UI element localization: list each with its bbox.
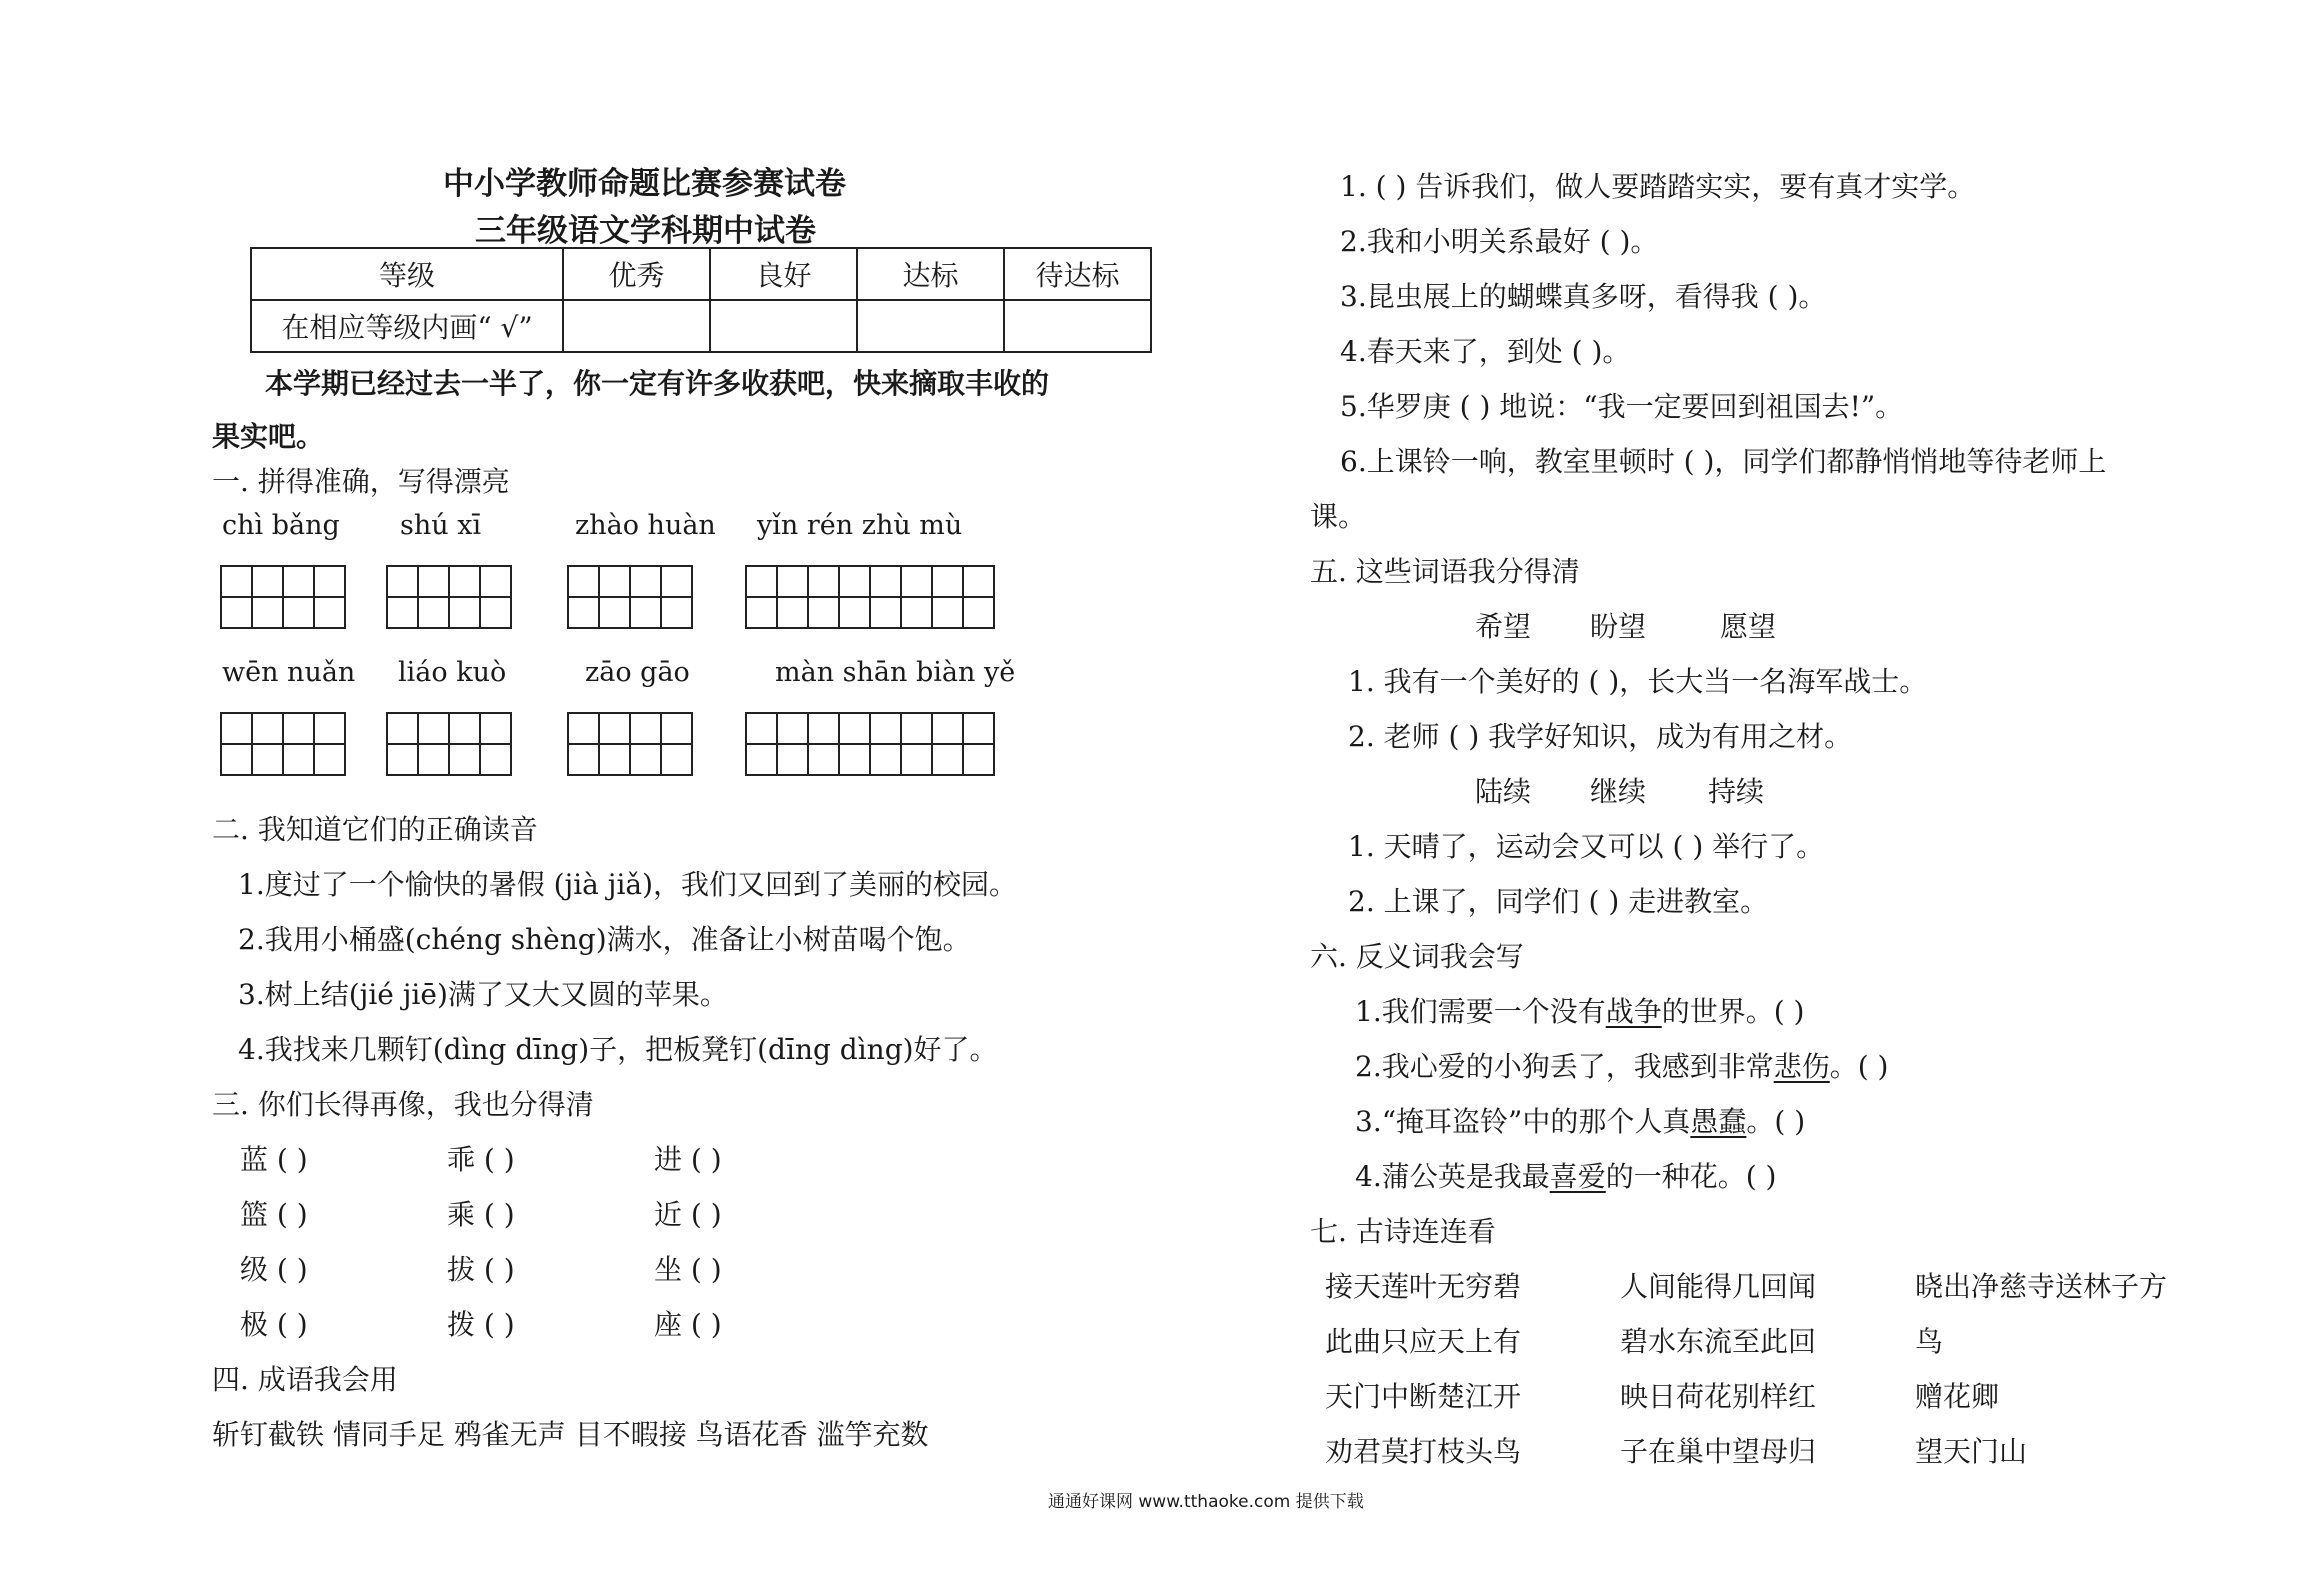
word-choice: 陆续 (1475, 775, 1532, 808)
idiom-item-continuation: 课。 (1310, 500, 1367, 533)
writing-grid[interactable] (745, 712, 995, 776)
grade-row-label: 在相应等级内画“ √” (251, 300, 563, 352)
writing-grid[interactable] (745, 565, 995, 629)
antonym-item-text: 3.“掩耳盗铃”中的那个人真 (1355, 1105, 1691, 1138)
poem-line: 子在巢中望母归 (1620, 1435, 1817, 1468)
antonym-target-word: 悲伤 (1773, 1050, 1830, 1083)
char-pair-item: 拨 ( ) (447, 1308, 515, 1341)
exam-subtitle: 三年级语文学科期中试卷 (475, 213, 816, 249)
writing-grid[interactable] (567, 712, 693, 776)
poem-line: 天门中断楚江开 (1325, 1380, 1522, 1413)
section5-heading: 五. 这些词语我分得清 (1310, 555, 1580, 588)
pronunciation-item: 4.我找来几颗钉(dìng dīng)子，把板凳钉(dīng dìng)好了。 (238, 1033, 998, 1066)
char-pair-item: 进 ( ) (654, 1143, 722, 1176)
writing-grid[interactable] (386, 712, 512, 776)
poem-line: 映日荷花别样红 (1620, 1380, 1817, 1413)
idiom-item: 3.昆虫展上的蝴蝶真多呀，看得我 ( )。 (1340, 280, 1827, 313)
exam-title: 中小学教师命题比赛参赛试卷 (443, 166, 846, 202)
grade-header-needs-work: 待达标 (1004, 248, 1151, 300)
writing-grid[interactable] (220, 565, 346, 629)
char-pair-item: 近 ( ) (654, 1198, 722, 1231)
char-pair-item: 极 ( ) (240, 1308, 308, 1341)
poem-title: 鸟 (1915, 1325, 1944, 1358)
word-choice-item: 2. 老师 ( ) 我学好知识，成为有用之材。 (1348, 720, 1853, 753)
word-choice: 继续 (1590, 775, 1647, 808)
poem-title: 望天门山 (1915, 1435, 2028, 1468)
poem-title: 赠花卿 (1915, 1380, 2000, 1413)
poem-line: 人间能得几回闻 (1620, 1270, 1817, 1303)
word-choice: 希望 (1475, 610, 1532, 643)
pinyin-label: màn shān biàn yě (775, 657, 1016, 688)
poem-line: 此曲只应天上有 (1325, 1325, 1522, 1358)
pinyin-label: liáo kuò (398, 657, 507, 688)
char-pair-item: 蓝 ( ) (240, 1143, 308, 1176)
antonym-item-text: 。( ) (1829, 1050, 1889, 1083)
char-pair-item: 乖 ( ) (447, 1143, 515, 1176)
char-pair-item: 坐 ( ) (654, 1253, 722, 1286)
pinyin-label: wēn nuǎn (222, 657, 356, 688)
antonym-item-text: 1.我们需要一个没有 (1355, 995, 1606, 1028)
word-choice: 愿望 (1720, 610, 1777, 643)
idiom-item: 2.我和小明关系最好 ( )。 (1340, 225, 1659, 258)
section2-heading: 二. 我知道它们的正确读音 (212, 813, 538, 846)
idiom-item: 6.上课铃一响，教室里顿时 ( )，同学们都静悄悄地等待老师上 (1340, 445, 2107, 478)
pinyin-label: chì bǎng (222, 510, 340, 541)
writing-grid[interactable] (220, 712, 346, 776)
pinyin-label: zāo gāo (585, 657, 690, 688)
antonym-item (1355, 990, 1804, 1030)
writing-grid[interactable] (567, 565, 693, 629)
antonym-target-word: 喜爱 (1549, 1160, 1606, 1193)
poem-line: 接天莲叶无穷碧 (1325, 1270, 1522, 1303)
poem-title: 晓出净慈寺送林子方 (1915, 1270, 2168, 1303)
idiom-item: 5.华罗庚 ( ) 地说：“我一定要回到祖国去!”。 (1340, 390, 1904, 423)
antonym-item-text: 的一种花。( ) (1605, 1160, 1777, 1193)
word-choice-item: 1. 天晴了，运动会又可以 ( ) 举行了。 (1348, 830, 1825, 863)
grade-table-header-row (251, 248, 1151, 300)
poem-line: 碧水东流至此回 (1620, 1325, 1817, 1358)
section6-heading: 六. 反义词我会写 (1310, 940, 1524, 973)
antonym-item-text: 的世界。( ) (1661, 995, 1805, 1028)
word-choice: 盼望 (1590, 610, 1647, 643)
intro-line-1: 本学期已经过去一半了，你一定有许多收获吧，快来摘取丰收的 (265, 367, 1050, 400)
char-pair-item: 座 ( ) (654, 1308, 722, 1341)
grade-header-level: 等级 (251, 248, 563, 300)
grade-header-excellent: 优秀 (563, 248, 710, 300)
antonym-item-text: 4.蒲公英是我最 (1355, 1160, 1550, 1193)
grade-header-pass: 达标 (857, 248, 1004, 300)
char-pair-item: 级 ( ) (240, 1253, 308, 1286)
grade-mark-cell[interactable] (563, 300, 710, 352)
grade-mark-cell[interactable] (1004, 300, 1151, 352)
section3-heading: 三. 你们长得再像，我也分得清 (212, 1088, 594, 1121)
intro-line-2: 果实吧。 (212, 420, 325, 453)
antonym-target-word: 战争 (1605, 995, 1662, 1028)
antonym-item-text: 。( ) (1746, 1105, 1806, 1138)
antonym-item (1355, 1155, 1776, 1195)
section1-heading: 一. 拼得准确，写得漂亮 (212, 465, 510, 498)
idiom-item: 1. ( ) 告诉我们，做人要踏踏实实，要有真才实学。 (1340, 170, 1976, 203)
antonym-item (1355, 1045, 1888, 1085)
antonym-target-word: 愚蠢 (1690, 1105, 1747, 1138)
grade-mark-cell[interactable] (710, 300, 857, 352)
grade-table (250, 247, 1152, 353)
idiom-word-bank: 斩钉截铁 情同手足 鸦雀无声 目不暇接 鸟语花香 滥竽充数 (212, 1418, 929, 1451)
writing-grid[interactable] (386, 565, 512, 629)
grade-mark-cell[interactable] (857, 300, 1004, 352)
section7-heading: 七. 古诗连连看 (1310, 1215, 1496, 1248)
footer-credit: 通通好课网 www.tthaoke.com 提供下载 (1048, 1492, 1364, 1512)
idiom-item: 4.春天来了，到处 ( )。 (1340, 335, 1631, 368)
pronunciation-item: 2.我用小桶盛(chéng shèng)满水，准备让小树苗喝个饱。 (238, 923, 971, 956)
pronunciation-item: 1.度过了一个愉快的暑假 (jià jiǎ)，我们又回到了美丽的校园。 (238, 868, 1018, 901)
word-choice-item: 1. 我有一个美好的 ( )，长大当一名海军战士。 (1348, 665, 1928, 698)
pronunciation-item: 3.树上结(jié jiē)满了又大又圆的苹果。 (238, 978, 728, 1011)
word-choice-item: 2. 上课了，同学们 ( ) 走进教室。 (1348, 885, 1769, 918)
word-choice: 持续 (1708, 775, 1765, 808)
pinyin-label: shú xī (400, 510, 482, 541)
grade-header-good: 良好 (710, 248, 857, 300)
antonym-item (1355, 1100, 1805, 1140)
poem-line: 劝君莫打枝头鸟 (1325, 1435, 1522, 1468)
antonym-item-text: 2.我心爱的小狗丢了，我感到非常 (1355, 1050, 1774, 1083)
char-pair-item: 篮 ( ) (240, 1198, 308, 1231)
char-pair-item: 乘 ( ) (447, 1198, 515, 1231)
pinyin-label: zhào huàn (575, 510, 716, 541)
section4-heading: 四. 成语我会用 (212, 1363, 398, 1396)
char-pair-item: 拔 ( ) (447, 1253, 515, 1286)
grade-table-mark-row (251, 300, 1151, 352)
pinyin-label: yǐn rén zhù mù (757, 510, 963, 541)
